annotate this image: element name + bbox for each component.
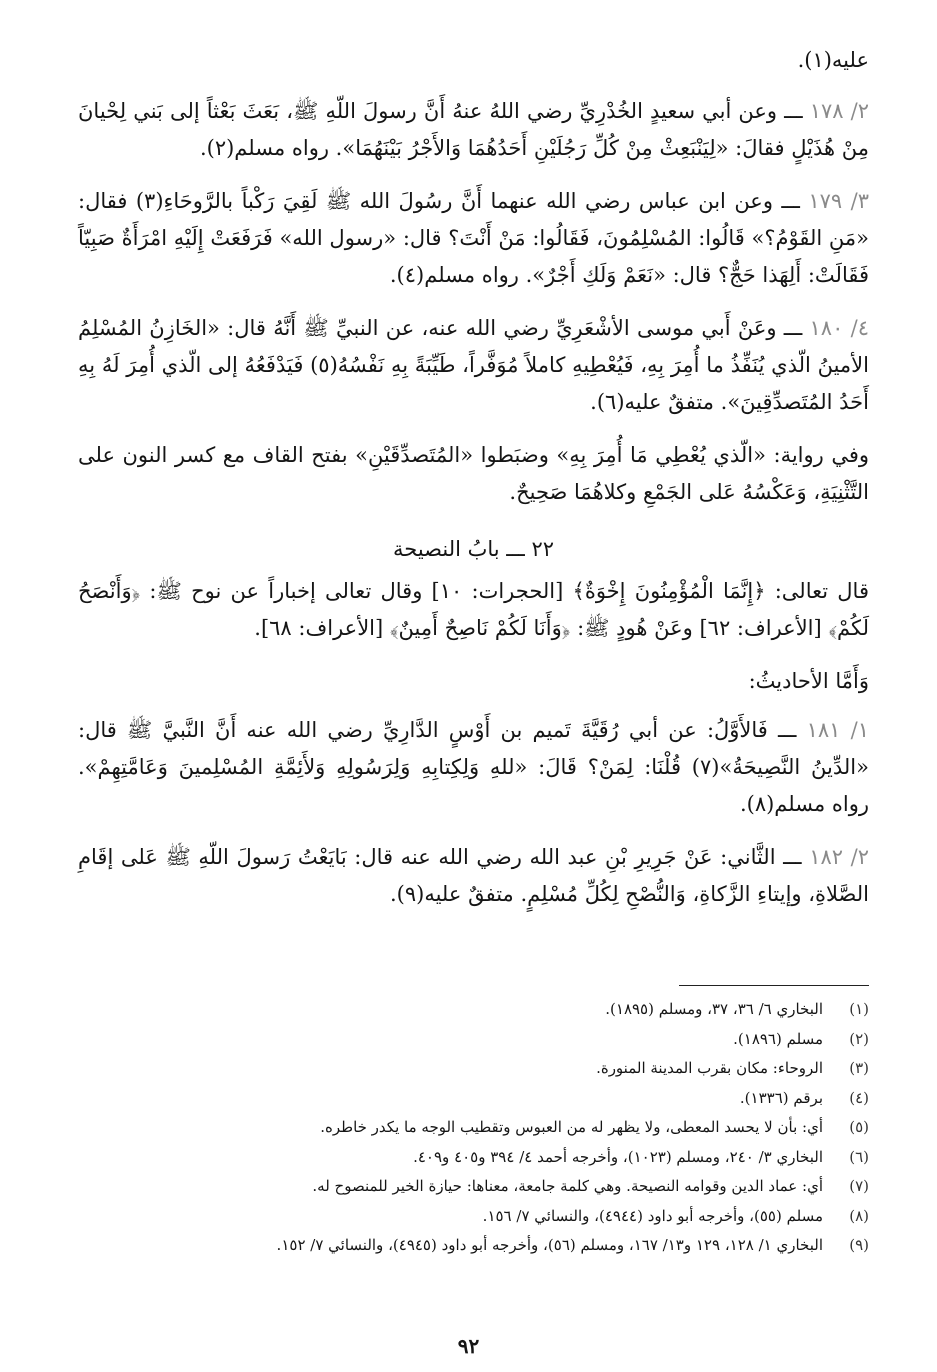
hadith-179 [78, 183, 869, 294]
main-text [78, 46, 869, 929]
footnote [78, 1202, 869, 1232]
footnote-number: (٨) [849, 1206, 869, 1225]
footnote [78, 995, 869, 1025]
footnote [78, 1143, 869, 1173]
footnote [78, 1113, 869, 1143]
footnote [78, 1084, 869, 1114]
footnote [78, 1231, 869, 1261]
hadith-number: ٢/ ١٨٢ [809, 845, 869, 869]
hadith-text: ـــ الثَّاني: عَنْ جَرِيرِ بْنِ عبد الله رضي الله عنه قال: بَايَعْتُ رَسولَ اللّهِ ﷺ عَلى إقَامِ الصَّلاةِ، وإيتاءِ الزَّكاةِ، وَالنُّصْحِ لِكُلِّ مُسْلِمٍ. متفقٌ عليه(٩). [78, 845, 869, 906]
hadith-178 [78, 93, 869, 167]
hadith-text: ـــ وعن أبي سعيدٍ الخُدْرِيِّ رضي اللهُ عنهُ أَنَّ رسولَ اللّهِ ﷺ، بَعَثَ بَعْثاً إلى بَني لِحْيانَ مِنْ هُذَيْلٍ فقالَ: «لِيَنْبَعِثْ مِنْ كُلِّ رَجُلَيْنِ أَحَدُهُمَا وَالأَجْرُ بَيْنَهُمَا». رواه مسلم(٢). [78, 99, 869, 160]
ahadith-label: وَأَمَّا الأحاديثُ: [748, 669, 869, 693]
quran-paragraph: قال تعالى: ﴿إِنَّمَا الْمُؤْمِنُونَ إِخْوَةٌ﴾ [الحجرات: ١٠] وقال تعالى إخباراً عن نوح ﷺ: ﴿وَأَنْصَحُ لَكُمْ﴾ [الأعراف: ٦٢] وعَنْ هُودٍ ﷺ: ﴿وَأَنَا لَكُمْ نَاصِحٌ أَمِينٌ﴾ [الأعراف: ٦٨]. [78, 579, 869, 640]
footnote-number: (٢) [849, 1029, 869, 1048]
footnote-text: البخاري ٦/ ٣٦، ٣٧، ومسلم (١٨٩٥). [605, 1000, 823, 1018]
hadith-181 [78, 712, 869, 823]
footnote-text: مسلم (٥٥)، وأخرجه أبو داود (٤٩٤٤)، والنسائي ٧/ ١٥٦. [482, 1206, 823, 1225]
hadith-text: ـــ فَالأَوَّلُ: عن أبي رُقَيَّةَ تَميم بن أَوْسٍ الدَّارِيِّ رضي الله عنه أَنَّ النَّبيَّ ﷺ قال: «الدِّينُ النَّصِيحَةُ»(٧) قُلْنَا: لِمَنْ؟ قَالَ: «للهِ وَلِكِتابِهِ وَلِرَسُولِهِ وَلأَئِمَّةِ المُسْلِمينَ وَعَامَّتِهِمْ». رواه مسلم(٨). [78, 718, 869, 816]
footnote [78, 1172, 869, 1202]
footnote-text: برقم (١٣٣٦). [739, 1088, 823, 1107]
chapter-title: ٢٢ ـــ بابُ النصيحة [393, 537, 554, 561]
hadith-180 [78, 310, 869, 421]
footnotes [78, 995, 869, 1261]
footnote-number: (٦) [849, 1147, 869, 1166]
hadith-text: ـــ وعن ابن عباس رضي الله عنهما أَنَّ رسُولَ الله ﷺ لَقِيَ رَكْباً بالرَّوحَاءِ(٣) فقال: «مَنِ القَوْمُ؟» قَالُوا: المُسْلِمُونَ، فَقَالُوا: مَنْ أَنْتَ؟ قال: «رسول الله» فَرَفَعَتْ إِلَيْهِ امْرَأَةٌ صَبِيّاً فَقَالَتْ: أَلِهَذا حَجٌّ؟ قال: «نَعَمْ وَلَكِ أَجْرٌ». رواه مسلم(٤). [78, 189, 869, 287]
footnote-text: أي: بأن لا يحسد المعطى، ولا يظهر له من العبوس وتقطيب الوجه ما يكدر خاطره. [320, 1118, 823, 1136]
hadith-number: ٤/ ١٨٠ [809, 316, 869, 340]
footnote-text: البخاري ٣/ ٢٤٠، ومسلم (١٠٢٣)، وأخرجه أحمد ٤/ ٣٩٤ و٤٠٥ و٤٠٩. [413, 1147, 823, 1166]
footnote-number: (٣) [849, 1059, 869, 1077]
hadith-182 [78, 839, 869, 913]
footnote-number: (٥) [849, 1118, 869, 1136]
hadith-number: ١/ ١٨١ [806, 718, 869, 742]
hadith-number: ٣/ ١٧٩ [808, 189, 869, 213]
continuation-line: عليه(١). [797, 48, 869, 72]
footnote-text: مسلم (١٨٩٦). [733, 1029, 823, 1048]
footnote [78, 1025, 869, 1055]
riwaya-paragraph: وفي رواية: «الّذي يُعْطِي مَا أُمِرَ بِهِ» وضبَطوا «المُتَصدِّقَيْنِ» بفتح القاف مع كسر النون على التَّثْنِيَةِ، وَعَكْسُهُ عَلى الجَمْعِ وكلاهُمَا صَحِيحٌ. [78, 443, 869, 504]
footnote-text: الروحاء: مكان بقرب المدينة المنورة. [596, 1059, 823, 1077]
footnote-divider [679, 985, 869, 986]
page-number: ٩٢ [457, 1334, 480, 1358]
footnote-text: أي: عماد الدين وقوامه النصيحة. وهي كلمة جامعة، معناها: حيازة الخير للمنصوح له. [312, 1177, 823, 1195]
footnote [78, 1054, 869, 1084]
footnote-number: (٤) [849, 1088, 869, 1107]
footnote-number: (٩) [849, 1236, 869, 1254]
hadith-text: ـــ وعَنْ أَبي موسى الأشْعَرِيِّ رضي الله عنه، عن النبيِّ ﷺ أَنَّهُ قال: «الخَازِنُ المُسْلِمُ الأمينُ الّذي يُنَفِّذُ ما أُمِرَ بِهِ، فَيُعْطِيهِ كاملاً مُوَفَّراً، طَيِّبَةً بِهِ نَفْسُهُ(٥) فَيَدْفَعُهُ إلى الّذي أُمِرَ لَهُ بِهِ أَحَدُ المُتَصدِّقِينَ». متفقٌ عليه(٦). [78, 316, 869, 414]
hadith-number: ٢/ ١٧٨ [809, 99, 869, 123]
footnote-number: (١) [849, 1000, 869, 1018]
footnote-number: (٧) [849, 1177, 869, 1195]
footnote-text: البخاري ١/ ١٢٨، ١٢٩ و١٣/ ١٦٧، ومسلم (٥٦)، وأخرجه أبو داود (٤٩٤٥)، والنسائي ٧/ ١٥٢. [276, 1236, 823, 1254]
